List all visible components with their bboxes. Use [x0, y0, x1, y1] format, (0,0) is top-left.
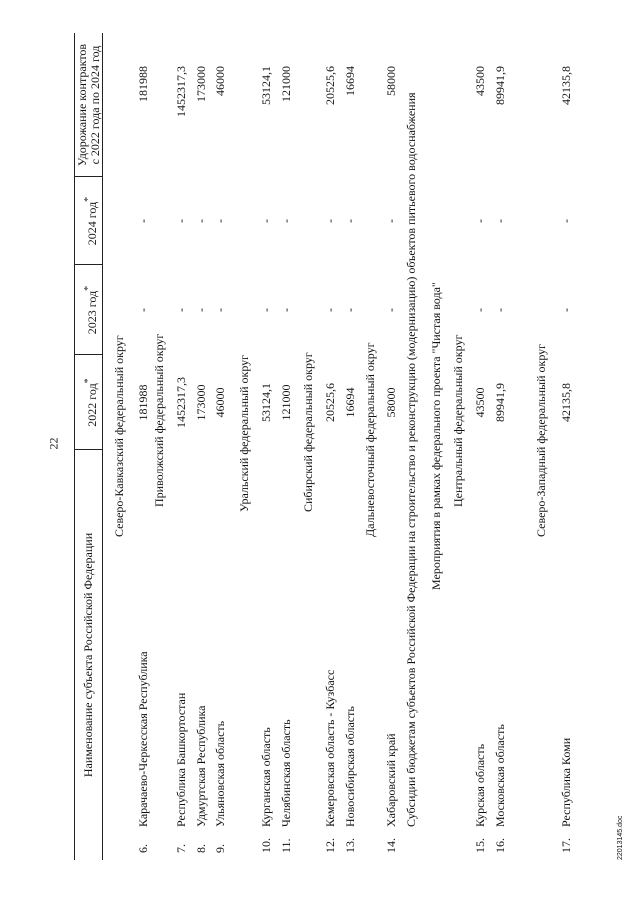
row-total: 173000: [194, 66, 208, 102]
row-name: Курская область: [473, 743, 487, 827]
row-num: 13.: [343, 838, 357, 853]
row-total: 58000: [384, 66, 398, 96]
row-2022: 20525,6: [323, 383, 337, 422]
row-2023: -: [174, 308, 188, 312]
row-2024: -: [559, 219, 573, 223]
row-total: 20525,6: [323, 66, 337, 105]
row-name: Челябинская область: [279, 719, 293, 827]
row-total: 16694: [343, 66, 357, 96]
row-2022: 121000: [279, 384, 293, 421]
row-num: 10.: [259, 838, 273, 853]
document-code: 22013145.doc: [617, 815, 624, 860]
header-2023-label: 2023 год: [85, 290, 99, 335]
row-2022: 181988: [136, 384, 150, 421]
row-num: 9.: [213, 844, 227, 853]
row-2022: 58000: [384, 387, 398, 418]
header-name: Наименование субъекта Российской Федерации: [81, 532, 95, 778]
row-2022: 173000: [194, 384, 208, 421]
section-pfo: Приволжский федеральный округ: [152, 333, 166, 507]
row-num: 12.: [323, 838, 337, 853]
row-num: 6.: [136, 844, 150, 853]
row-2022: 42135,8: [559, 383, 573, 422]
row-name: Курганская область: [259, 727, 273, 827]
row-name: Республика Башкортостан: [174, 692, 188, 827]
row-2023: -: [473, 308, 487, 312]
row-num: 11.: [279, 838, 293, 853]
row-2024: -: [473, 219, 487, 223]
row-2023: -: [194, 308, 208, 312]
header-2022: [82, 355, 99, 450]
header-2024-label: 2024 год: [85, 201, 99, 246]
row-2023: -: [384, 308, 398, 312]
row-2023: -: [323, 308, 337, 312]
section-sfo: Сибирский федеральный округ: [301, 352, 315, 512]
row-2024: -: [194, 219, 208, 223]
section-cfo: Центральный федеральный округ: [451, 334, 465, 507]
row-2022: 43500: [473, 387, 487, 418]
header-2023: [82, 265, 99, 355]
row-name: Удмуртская Республика: [194, 705, 208, 827]
row-total: 181988: [136, 66, 150, 102]
row-2024: -: [279, 219, 293, 223]
row-num: 7.: [174, 844, 188, 853]
row-2022: 46000: [213, 387, 227, 418]
row-2024: -: [136, 219, 150, 223]
row-2024: -: [493, 219, 507, 223]
row-total: 1452317,3: [174, 66, 188, 117]
row-name: Ульяновская область: [213, 720, 227, 827]
row-2023: -: [136, 308, 150, 312]
row-2024: -: [259, 219, 273, 223]
section-ufo: Уральский федеральный округ: [237, 354, 251, 512]
row-2022: 1452317,3: [174, 377, 188, 428]
row-num: 16.: [493, 838, 507, 853]
row-2024: -: [343, 219, 357, 223]
page-number: 22: [46, 437, 61, 450]
header-2022-label: 2022 год: [85, 383, 99, 427]
row-2023: -: [559, 308, 573, 312]
row-2022: 53124,1: [259, 383, 273, 422]
section-szfo: Северо-Западный федеральный округ: [534, 343, 548, 537]
row-2024: -: [174, 219, 188, 223]
header-saving-line2: с 2022 года по 2024 год: [88, 45, 102, 165]
row-2024: -: [384, 219, 398, 223]
row-2024: -: [323, 219, 337, 223]
header-2023-asterisk: *: [83, 285, 94, 291]
header-saving-line1: Удорожание контрактов: [75, 43, 89, 167]
header-bottom-rule: [102, 33, 103, 860]
row-total: 53124,1: [259, 66, 273, 105]
row-num: 14.: [384, 838, 398, 853]
row-total: 43500: [473, 66, 487, 96]
row-2023: -: [213, 308, 227, 312]
row-num: 8.: [194, 844, 208, 853]
row-num: 15.: [473, 838, 487, 853]
header-2022-asterisk: *: [83, 378, 94, 384]
row-total: 42135,8: [559, 66, 573, 105]
row-name: Кемеровская область - Кузбасс: [323, 669, 337, 827]
row-name: Новосибирская область: [343, 706, 357, 827]
row-2023: -: [493, 308, 507, 312]
row-total: 121000: [279, 66, 293, 102]
header-2024-asterisk: *: [83, 196, 94, 202]
row-2023: -: [279, 308, 293, 312]
row-2024: -: [213, 219, 227, 223]
row-num: 17.: [559, 838, 573, 853]
section-dfo: Дальневосточный федеральный округ: [363, 342, 377, 537]
row-name: Республика Коми: [559, 737, 573, 827]
section-measures: Мероприятия в рамках федерального проекта "Чистая вода": [429, 282, 443, 590]
row-total: 89941,9: [493, 66, 507, 105]
row-name: Карачаево-Черкесская Республика: [136, 651, 150, 827]
row-2022: 89941,9: [493, 383, 507, 422]
header-2024: [82, 177, 99, 265]
row-total: 46000: [213, 66, 227, 96]
section-skfo: Северо-Кавказский федеральный округ: [112, 335, 126, 537]
row-2023: -: [259, 308, 273, 312]
row-2022: 16694: [343, 387, 357, 418]
row-name: Хабаровский край: [384, 733, 398, 827]
row-name: Московская область: [493, 724, 507, 827]
section-subsidies: Субсидии бюджетам субъектов Российской Федерации на строительство и реконструкцию (модернизацию) объектов питьевого водоснабжения: [404, 92, 418, 827]
row-2023: -: [343, 308, 357, 312]
